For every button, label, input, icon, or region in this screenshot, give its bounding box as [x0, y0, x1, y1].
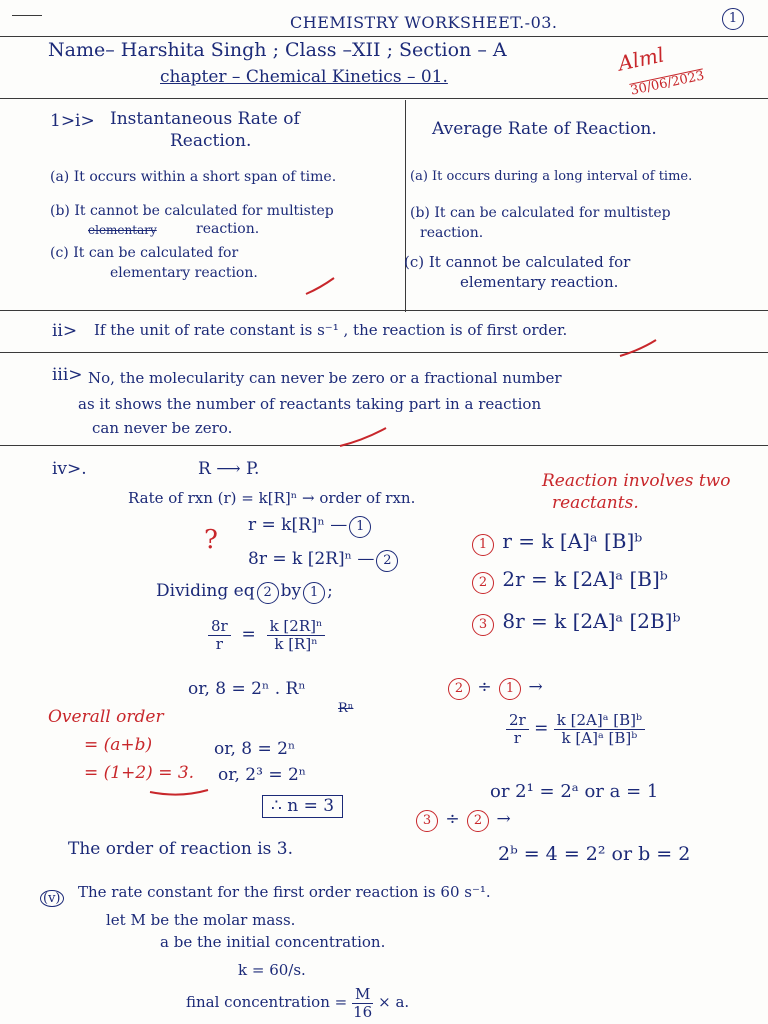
- q4-div32-arrow: →: [496, 809, 511, 829]
- q1-left-a: (a) It occurs within a short span of time.: [50, 169, 337, 185]
- q4-div21-b: 1: [499, 678, 521, 700]
- q3-line2: as it shows the number of reactants taking part in a reaction: [78, 395, 542, 413]
- q5-line5-b: × a.: [378, 993, 410, 1011]
- q4-number: iv>.: [52, 459, 87, 479]
- q4-boxed-answer: ∴ n = 3: [262, 795, 343, 818]
- q1-right-b2: reaction.: [420, 225, 484, 241]
- q4-eq1-tag: 1: [349, 516, 371, 538]
- q1-left-b2: reaction.: [196, 221, 260, 237]
- q1-left-c: (c) It can be calculated for: [50, 245, 239, 261]
- q1-right-b: (b) It can be calculated for multistep: [410, 205, 671, 221]
- q1-number: 1>i>: [50, 111, 95, 131]
- underline-mark-icon: [150, 788, 210, 798]
- q4-or-line2: or, 8 = 2ⁿ: [214, 739, 296, 759]
- q4-ratio-rhs: [554, 712, 645, 746]
- q5-number: [40, 888, 64, 907]
- q5-line2: let M be the molar mass.: [106, 911, 296, 929]
- q4-dividing-tag-b: 1: [303, 582, 325, 604]
- q4-r-eq3: [470, 610, 680, 636]
- q5-number-text: (v): [40, 890, 64, 907]
- q4-ratio-lhs-den: r: [513, 728, 521, 747]
- q4-red-note-1: Reaction involves two: [542, 471, 731, 491]
- q3-number: iii>: [52, 365, 83, 385]
- q4-frac-den: r: [215, 634, 223, 653]
- q4-div32-a: 3: [416, 810, 438, 832]
- q4-r-eq2: [470, 568, 668, 594]
- q1-right-c: (c) It cannot be calculated for: [404, 253, 631, 271]
- q4-div21-a: 2: [448, 678, 470, 700]
- check-mark-icon: [340, 428, 390, 448]
- q4-question-mark: ?: [204, 525, 218, 555]
- q5-line5-a: final concentration =: [186, 993, 348, 1011]
- q4-frac-rhs-den: k [R]ⁿ: [274, 634, 318, 653]
- q4-eq2-tag: 2: [376, 550, 398, 572]
- q5-line5: [186, 986, 409, 1020]
- q4-result-b: 2ᵇ = 4 = 2² or b = 2: [498, 843, 691, 865]
- q4-overall-2: = (a+b): [84, 735, 153, 755]
- q3-line3: can never be zero.: [92, 419, 233, 437]
- q4-red-note-2: reactants.: [552, 493, 639, 513]
- q2-number: ii>: [52, 321, 78, 341]
- q5-line5-num: M: [352, 986, 373, 1004]
- q4-dividing-end: ;: [327, 581, 333, 601]
- q4-r-eq2-tag: 2: [472, 572, 494, 594]
- q4-reaction: R ⟶ P.: [198, 459, 260, 479]
- q4-eq1: r = k[R]ⁿ — 1: [248, 516, 373, 538]
- q1-right-c2: elementary reaction.: [460, 273, 619, 291]
- q1-left-c2: elementary reaction.: [110, 265, 258, 281]
- q4-dividing-text: Dividing eq: [156, 581, 255, 601]
- q4-div32-op: ÷: [445, 809, 460, 829]
- q4-div32: [414, 810, 511, 832]
- rule-q2: [0, 310, 768, 311]
- worksheet-title: CHEMISTRY WORKSHEET.-03.: [290, 13, 558, 32]
- teacher-signature: Alml: [616, 42, 667, 76]
- q1-left-heading-2: Reaction.: [170, 131, 252, 151]
- q4-div21: [446, 678, 543, 700]
- q4-or-line-text: or, 8 = 2ⁿ . Rⁿ: [188, 679, 306, 699]
- q4-dividing-tag-a: 2: [257, 582, 279, 604]
- q5-line4: k = 60/s.: [238, 961, 306, 979]
- q4-r-eq1-text: r = k [A]ᵃ [B]ᵇ: [502, 529, 643, 553]
- column-divider: [405, 100, 406, 312]
- student-info: Name– Harshita Singh ; Class –XII ; Section – A: [48, 39, 507, 61]
- q4-div21-op: ÷: [477, 677, 492, 697]
- q4-eq2: 8r = k [2R]ⁿ — 2: [248, 550, 400, 572]
- q2-text: If the unit of rate constant is s⁻¹ , the reaction is of first order.: [94, 321, 568, 339]
- q4-ratio-rhs-den: k [A]ᵃ [B]ᵇ: [561, 728, 638, 747]
- q4-r-eq1-tag: 1: [472, 534, 494, 556]
- top-dash: [12, 15, 42, 16]
- q4-frac-rhs-num: k [2R]ⁿ: [267, 618, 326, 636]
- q4-ratio-lhs: [506, 712, 529, 746]
- q4-frac-rhs: [267, 618, 326, 652]
- q3-line1: No, the molecularity can never be zero or a fractional number: [88, 369, 562, 387]
- q4-dividing: [156, 582, 333, 604]
- q4-frac-lhs: [208, 618, 231, 652]
- check-mark-icon: [620, 340, 660, 360]
- q4-r-eq3-text: 8r = k [2A]ᵃ [2B]ᵇ: [502, 609, 681, 633]
- q4-ratio: $\frac{2r}{r}$ = $\frac{\text{k [2A]ᵃ [B]ᵇ}}{\text{k [A]ᵃ [B]ᵇ}}$: [506, 712, 645, 746]
- rule-q1: [0, 98, 768, 99]
- q4-result-a: or 2¹ = 2ᵃ or a = 1: [490, 781, 659, 802]
- q4-ratio-lhs-num: 2r: [506, 712, 529, 730]
- check-mark-icon: [306, 278, 336, 298]
- q4-ratio-rhs-num: k [2A]ᵃ [B]ᵇ: [554, 712, 645, 730]
- q1-right-a: (a) It occurs during a long interval of time.: [410, 169, 693, 184]
- q4-r-eq1: [470, 530, 642, 556]
- q5-line1: The rate constant for the first order reaction is 60 s⁻¹.: [78, 883, 491, 901]
- q4-dividing-by: by: [280, 581, 302, 601]
- q4-conclusion: The order of reaction is 3.: [68, 839, 294, 859]
- q4-div21-arrow: →: [528, 677, 543, 697]
- signature-date: 30/06/2023: [629, 68, 706, 99]
- q4-or-line3: or, 2³ = 2ⁿ: [218, 765, 307, 785]
- q4-div32-b: 2: [467, 810, 489, 832]
- q1-right-heading: Average Rate of Reaction.: [432, 119, 657, 139]
- q4-overall-1: Overall order: [48, 707, 164, 727]
- q4-eq1-text: r = k[R]ⁿ: [248, 515, 325, 535]
- q4-or-line: [188, 680, 306, 699]
- q5-line5-den: 16: [353, 1002, 373, 1021]
- q5-frac: [352, 986, 373, 1020]
- rule-top: [0, 36, 768, 37]
- q1-left-b: (b) It cannot be calculated for multistep: [50, 203, 334, 219]
- q5-line3: a be the initial concentration.: [160, 933, 386, 951]
- q4-eq2-text: 8r = k [2R]ⁿ: [248, 549, 352, 569]
- q1-left-heading: Instantaneous Rate of: [110, 109, 300, 129]
- chapter-title: chapter – Chemical Kinetics – 01.: [160, 67, 448, 87]
- q4-or-line-den: Rⁿ: [338, 701, 354, 716]
- q4-rate-line: Rate of rxn (r) = k[R]ⁿ → order of rxn.: [128, 489, 416, 507]
- q4-overall-3: = (1+2) = 3.: [84, 763, 195, 783]
- page-number: 1: [720, 8, 746, 30]
- q4-frac-num: 8r: [208, 618, 231, 636]
- q4-r-eq3-tag: 3: [472, 614, 494, 636]
- q4-r-eq2-text: 2r = k [2A]ᵃ [B]ᵇ: [502, 567, 668, 591]
- q4-fraction: $\frac{8r}{r}$ = $\frac{\text{k [2R]ⁿ}}{\text{k [R]ⁿ}}$: [208, 618, 325, 652]
- q1-left-b2-struck: elementary: [88, 223, 157, 237]
